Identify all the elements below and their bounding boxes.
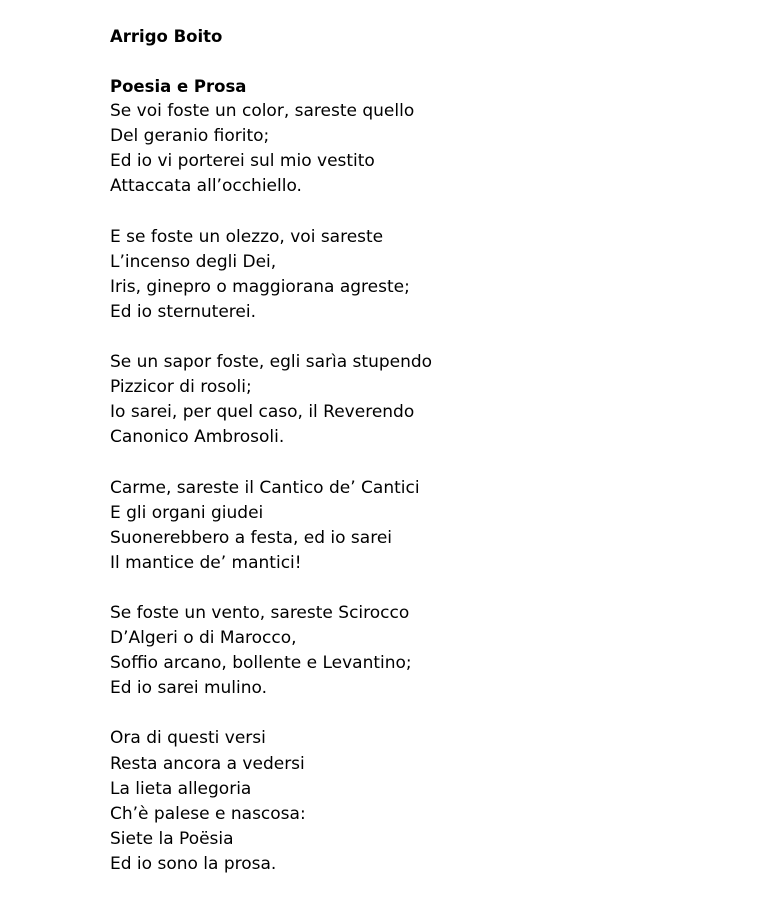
stanza <box>110 225 432 325</box>
poem-line: Ora di questi versi <box>110 728 266 749</box>
stanza-gap <box>110 576 432 601</box>
stanza-gap <box>110 450 432 475</box>
poem-line: Attaccata all’occhiello. <box>110 176 302 197</box>
stanza-gap <box>110 199 432 224</box>
poem-line: Resta ancora a vedersi <box>110 753 305 774</box>
poem <box>110 74 432 877</box>
poem-line: Suonerebbero a festa, ed io sarei <box>110 527 393 548</box>
poem-line: Se un sapor foste, egli sarìa stupendo <box>110 352 433 373</box>
stanza <box>110 726 432 877</box>
poem-line: Ed io sono la prosa. <box>110 853 277 874</box>
stanza <box>110 476 432 576</box>
stanza-gap <box>110 325 432 350</box>
stanza <box>110 350 432 450</box>
poem-line: E se foste un olezzo, voi sareste <box>110 226 384 247</box>
author-name: Arrigo Boito <box>110 27 223 46</box>
poem-line: Carme, sareste il Cantico de’ Cantici <box>110 477 420 498</box>
poem-line: Iris, ginepro o maggiorana agreste; <box>110 276 410 297</box>
poem-line: La lieta allegoria <box>110 778 252 799</box>
poem-line: Siete la Poësia <box>110 828 234 849</box>
poem-line: Ch’è palese e nascosa: <box>110 803 306 824</box>
poem-line: Ed io sarei mulino. <box>110 678 268 699</box>
stanza <box>110 99 432 199</box>
poem-line: D’Algeri o di Marocco, <box>110 628 297 649</box>
poem-line: L’incenso degli Dei, <box>110 251 277 272</box>
poem-line: Canonico Ambrosoli. <box>110 427 285 448</box>
poem-line: Ed io sternuterei. <box>110 301 257 322</box>
poem-line: Se voi foste un color, sareste quello <box>110 101 415 122</box>
poem-line: Soffio arcano, bollente e Levantino; <box>110 653 412 674</box>
poem-line: Pizzicor di rosoli; <box>110 377 252 398</box>
stanza-gap <box>110 701 432 726</box>
poem-line: Io sarei, per quel caso, il Reverendo <box>110 402 415 423</box>
poem-line: Se foste un vento, sareste Scirocco <box>110 602 410 623</box>
poem-line: E gli organi giudei <box>110 502 264 523</box>
poem-title: Poesia e Prosa <box>110 77 247 96</box>
stanza <box>110 601 432 701</box>
poem-line: Del geranio fiorito; <box>110 126 270 147</box>
poem-line: Ed io vi porterei sul mio vestito <box>110 151 375 172</box>
poem-line: Il mantice de’ mantici! <box>110 552 302 573</box>
